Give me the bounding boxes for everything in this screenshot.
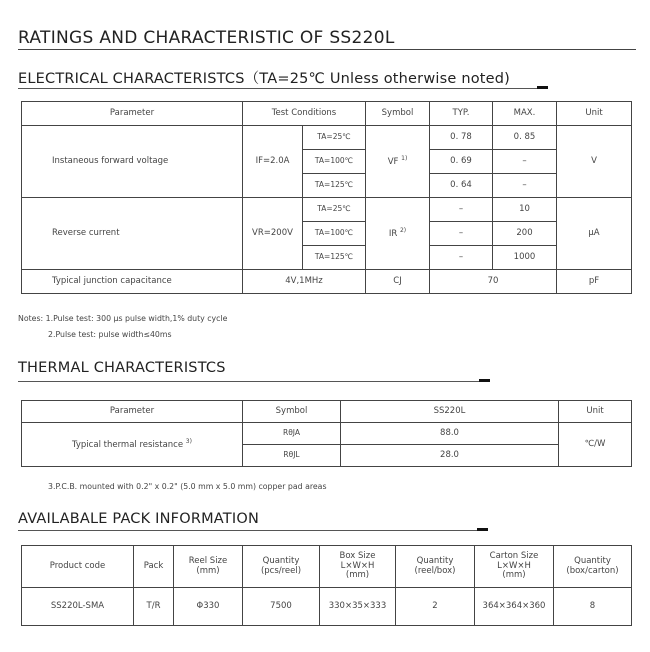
- pack-carton-size: 364×364×360: [475, 588, 554, 626]
- vf-unit: V: [557, 126, 632, 198]
- ir-typ-25: –: [430, 198, 493, 222]
- pack-header-box: [320, 546, 396, 588]
- pack-header-qty-carton: [554, 546, 632, 588]
- vf-condition: IF=2.0A: [243, 126, 303, 198]
- pack-header-qty-reel: [243, 546, 320, 588]
- vf-max-125: –: [493, 174, 557, 198]
- reel-size-label: Reel Size: [188, 555, 228, 566]
- thermal-table: [21, 400, 632, 467]
- vf-temp-125: TA=125℃: [303, 174, 366, 198]
- electrical-table: [21, 101, 632, 294]
- thermal-unit: ℃/W: [559, 423, 632, 467]
- note-3: 3.P.C.B. mounted with 0.2" x 0.2" (5.0 mm x 5.0 mm) copper pad areas: [48, 482, 327, 491]
- pack-table: [21, 545, 632, 626]
- header-parameter: Parameter: [22, 102, 243, 126]
- thermal-rule-mark: [479, 379, 490, 382]
- carton-size-dims: L×W×H: [497, 560, 531, 571]
- vf-temp-100: TA=100℃: [303, 150, 366, 174]
- thermal-header-part: SS220L: [341, 401, 559, 423]
- pack-rule-mark: [477, 528, 488, 531]
- ir-footnote-ref: 2): [399, 226, 407, 234]
- vf-max-25: 0. 85: [493, 126, 557, 150]
- pack-qty-reel: 7500: [243, 588, 320, 626]
- note-2: 2.Pulse test: pulse width≤40ms: [48, 330, 172, 339]
- page-title: RATINGS AND CHARACTERISTIC OF SS220L: [18, 28, 395, 48]
- pack-type: T/R: [134, 588, 174, 626]
- ir-max-125: 1000: [493, 246, 557, 270]
- vf-typ-25: 0. 78: [430, 126, 493, 150]
- title-rule: [18, 49, 636, 50]
- header-unit: Unit: [557, 102, 632, 126]
- header-typ: TYP.: [430, 102, 493, 126]
- electrical-rule: [18, 88, 548, 89]
- box-size-label: Box Size: [339, 550, 376, 561]
- pack-reel-size: Φ330: [174, 588, 243, 626]
- qty-box-label: Quantity: [416, 555, 454, 566]
- thermal-parameter-cell: [22, 423, 243, 467]
- thermal-symbol-rja: RθJA: [243, 423, 341, 445]
- thermal-parameter: Typical thermal resistance: [72, 439, 184, 450]
- pack-header-product: Product code: [22, 546, 134, 588]
- pack-heading: AVAILABALE PACK INFORMATION: [18, 511, 259, 527]
- electrical-rule-mark: [537, 86, 548, 89]
- ir-condition: VR=200V: [243, 198, 303, 270]
- qty-carton-unit: (box/carton): [566, 565, 619, 576]
- pack-product-code: SS220L-SMA: [22, 588, 134, 626]
- pack-header-reel: [174, 546, 243, 588]
- thermal-heading: THERMAL CHARACTERISTCS: [18, 360, 226, 376]
- ir-unit: μA: [557, 198, 632, 270]
- ir-temp-100: TA=100℃: [303, 222, 366, 246]
- carton-size-label: Carton Size: [489, 550, 539, 561]
- qty-reel-unit: (pcs/reel): [260, 565, 302, 576]
- ir-max-25: 10: [493, 198, 557, 222]
- thermal-header-parameter: Parameter: [22, 401, 243, 423]
- pack-box-size: 330×35×333: [320, 588, 396, 626]
- electrical-heading: ELECTRICAL CHARACTERISTCS（TA=25℃ Unless otherwise noted): [18, 71, 511, 87]
- ir-symbol-cell: [366, 198, 430, 270]
- vf-footnote-ref: 1): [401, 154, 408, 162]
- vf-symbol: VF: [387, 156, 399, 167]
- ir-parameter: Reverse current: [22, 198, 243, 270]
- thermal-value-rjl: 28.0: [341, 445, 559, 467]
- vf-parameter: Instaneous forward voltage: [22, 126, 243, 198]
- header-max: MAX.: [493, 102, 557, 126]
- ir-typ-125: –: [430, 246, 493, 270]
- vf-temp-25: TA=25℃: [303, 126, 366, 150]
- vf-max-100: –: [493, 150, 557, 174]
- box-size-unit: (mm): [345, 570, 370, 581]
- note-1: Notes: 1.Pulse test: 300 μs pulse width,1% duty cycle: [18, 314, 228, 323]
- qty-reel-label: Quantity: [262, 555, 300, 566]
- header-symbol: Symbol: [366, 102, 430, 126]
- cj-value: 70: [430, 270, 557, 294]
- qty-box-unit: (reel/box): [414, 565, 456, 576]
- pack-qty-box: 2: [396, 588, 475, 626]
- vf-symbol-cell: [366, 126, 430, 198]
- thermal-value-rja: 88.0: [341, 423, 559, 445]
- reel-size-unit: (mm): [196, 565, 220, 576]
- pack-qty-carton: 8: [554, 588, 632, 626]
- thermal-header-unit: Unit: [559, 401, 632, 423]
- pack-rule: [18, 530, 488, 531]
- cj-parameter: Typical junction capacitance: [22, 270, 243, 294]
- ir-temp-125: TA=125℃: [303, 246, 366, 270]
- vf-typ-125: 0. 64: [430, 174, 493, 198]
- cj-unit: pF: [557, 270, 632, 294]
- ir-temp-25: TA=25℃: [303, 198, 366, 222]
- thermal-footnote-ref: 3): [185, 437, 192, 445]
- cj-symbol: CJ: [366, 270, 430, 294]
- cj-condition: 4V,1MHz: [243, 270, 366, 294]
- ir-symbol: IR: [388, 228, 398, 239]
- carton-size-unit: (mm): [502, 570, 526, 581]
- thermal-header-symbol: Symbol: [243, 401, 341, 423]
- pack-header-qty-box: [396, 546, 475, 588]
- vf-typ-100: 0. 69: [430, 150, 493, 174]
- thermal-rule: [18, 381, 490, 382]
- pack-header-carton: [475, 546, 554, 588]
- box-size-dims: L×W×H: [340, 560, 375, 571]
- header-test-conditions: Test Conditions: [243, 102, 366, 126]
- ir-typ-100: –: [430, 222, 493, 246]
- pack-header-pack: Pack: [134, 546, 174, 588]
- thermal-symbol-rjl: RθJL: [243, 445, 341, 467]
- qty-carton-label: Quantity: [574, 555, 611, 566]
- ir-max-100: 200: [493, 222, 557, 246]
